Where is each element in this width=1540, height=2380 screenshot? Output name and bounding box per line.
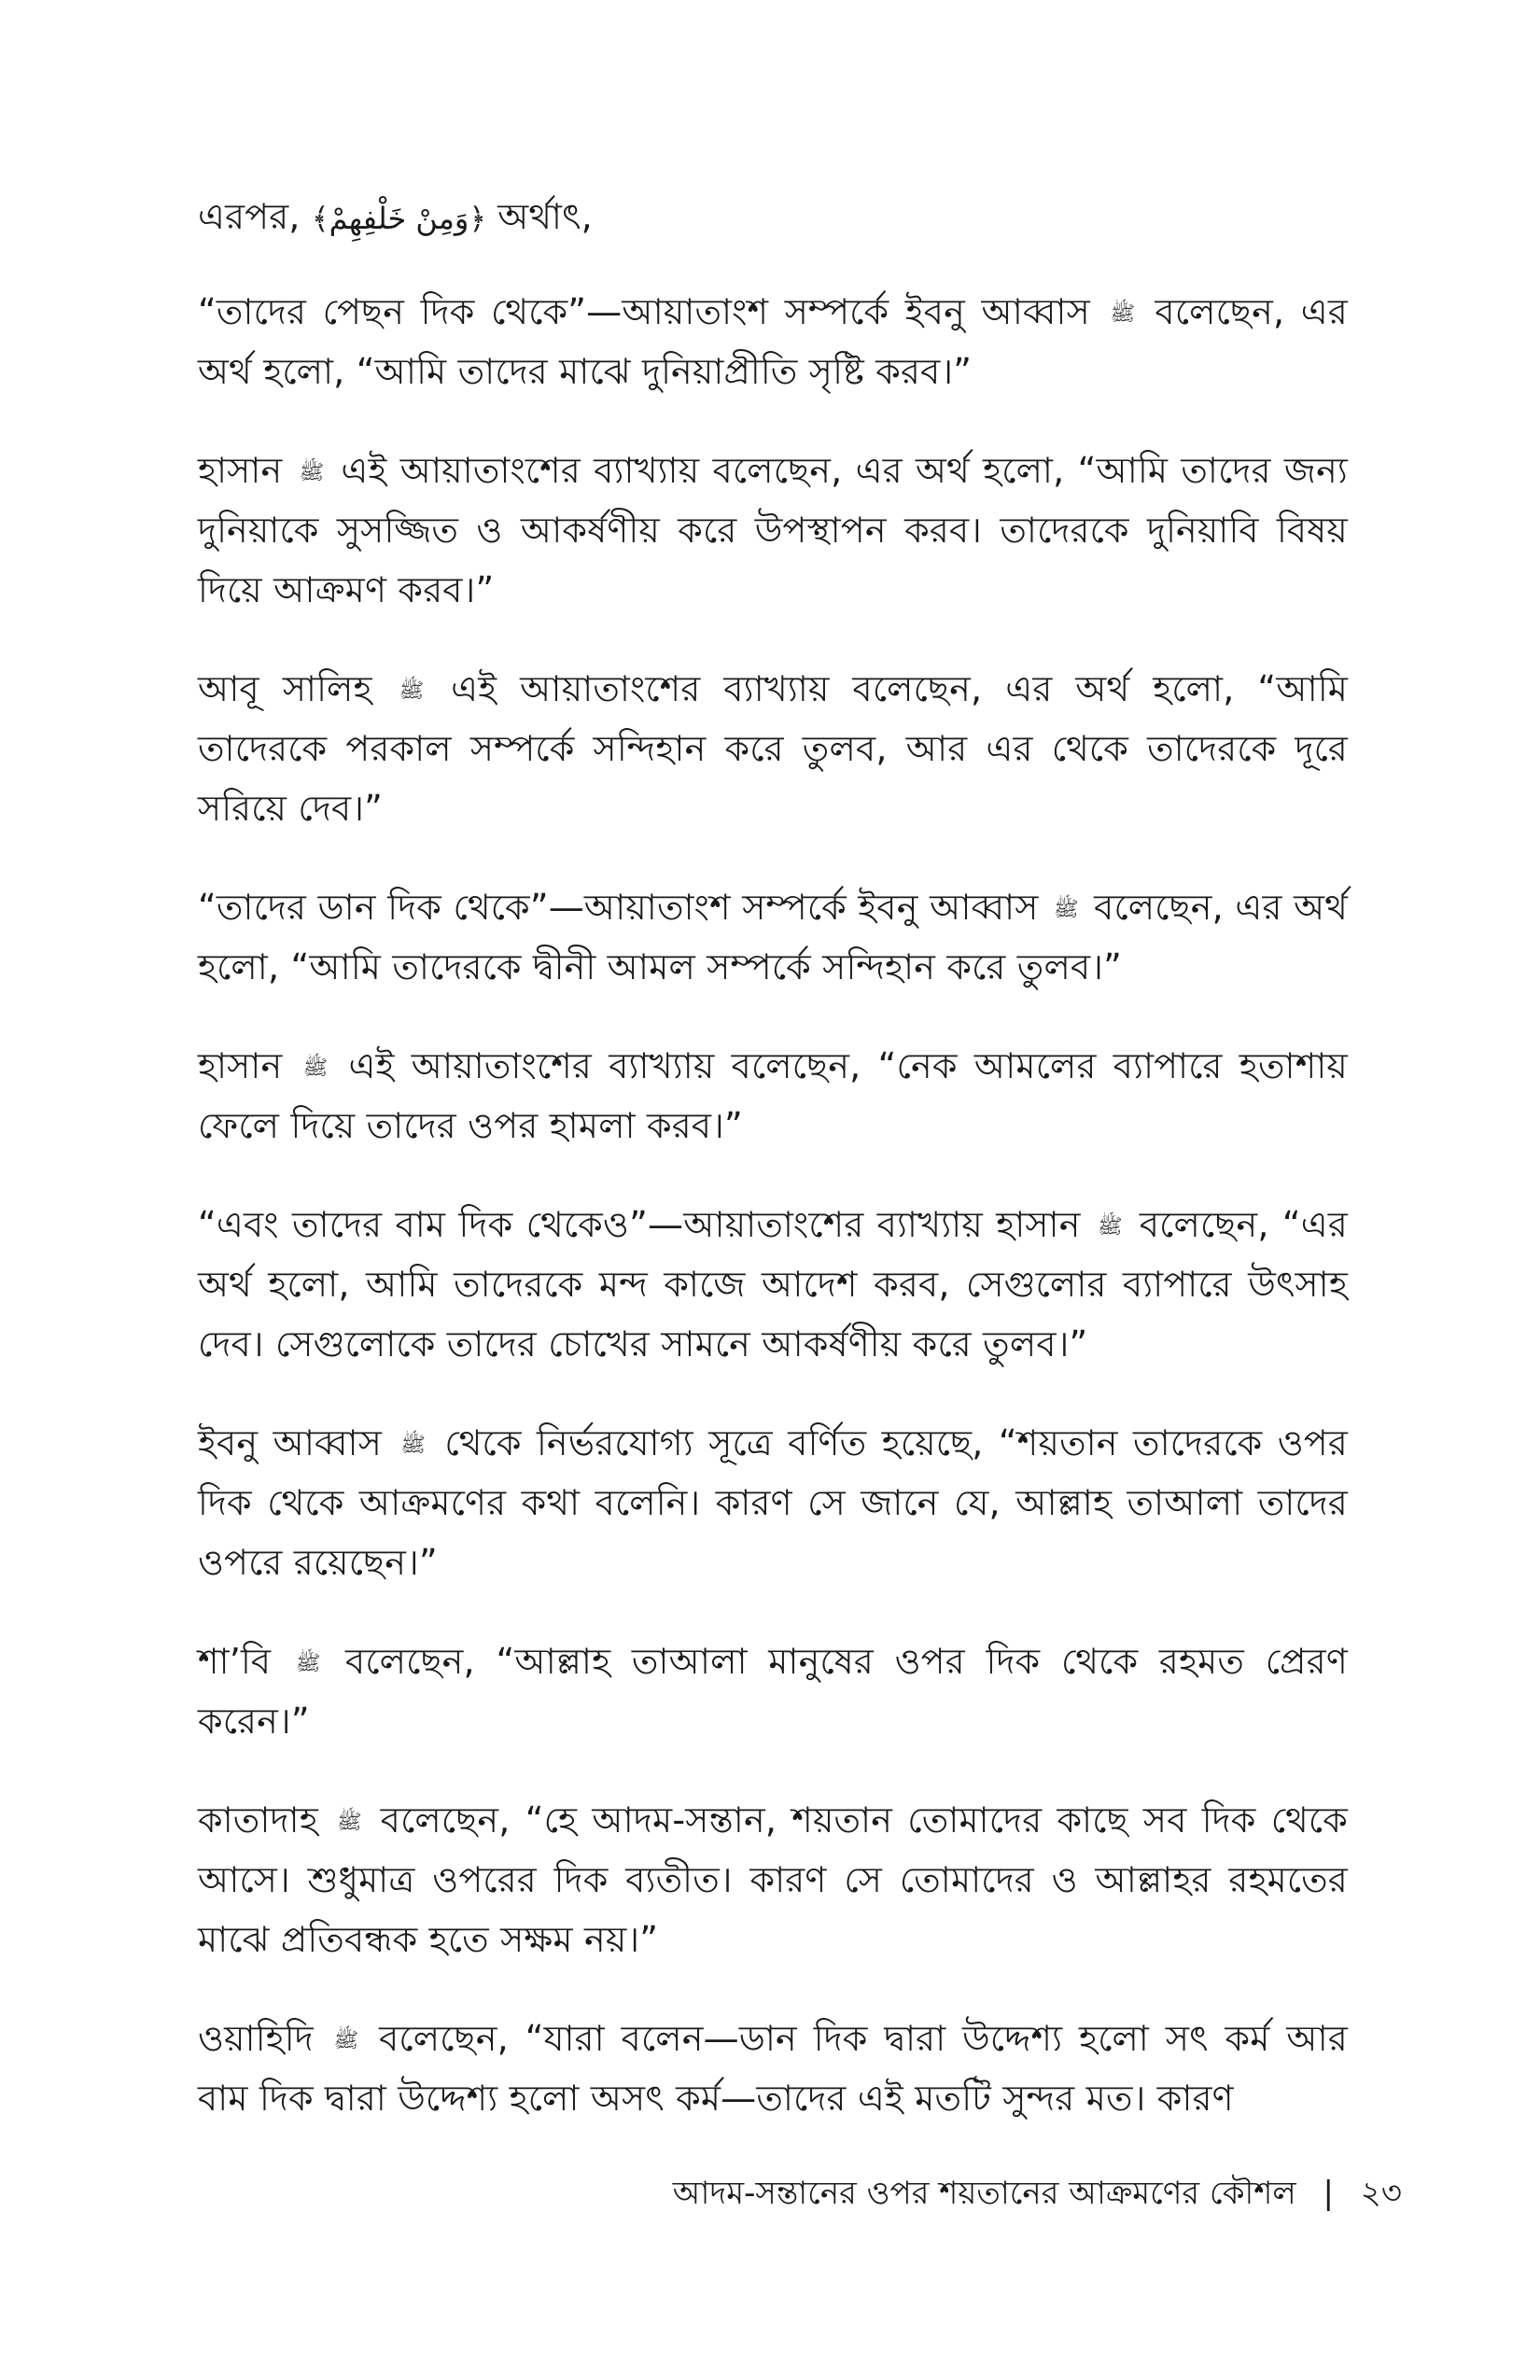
- honorific-glyph-icon: ﷺ: [302, 1056, 329, 1080]
- footer-separator: |: [1323, 2175, 1334, 2212]
- paragraph-10-text-a: ওয়াহিদি: [198, 2018, 314, 2059]
- paragraph-5-text-b: এই আয়াতাংশের ব্যাখ্যায় বলেছেন, “নেক আমলের ব্যাপারে হতাশায় ফেলে দিয়ে তাদের ওপর হামলা করব।”: [198, 1045, 1348, 1146]
- paragraph-10-text-b: বলেছেন, “যারা বলেন—ডান দিক দ্বারা উদ্দেশ্য হলো সৎ কর্ম আর বাম দিক দ্বারা উদ্দেশ্য হলো অসৎ কর্ম—তাদের এই মতটি সুন্দর মত। কারণ: [198, 2018, 1348, 2119]
- paragraph-3-text-b: এই আয়াতাংশের ব্যাখ্যায় বলেছেন, এর অর্থ হলো, “আমি তাদেরকে পরকাল সম্পর্কে সন্দিহান করে তুলব, আর এর থেকে তাদেরকে দূরে সরিয়ে দেব।”: [198, 668, 1349, 829]
- honorific-glyph-icon: ﷺ: [333, 2028, 359, 2052]
- page-number: ২৩: [1360, 2175, 1402, 2212]
- paragraph-7: [198, 1413, 1348, 1592]
- page-body: [198, 187, 1348, 2167]
- paragraph-7-text-a: ইবনু আব্বাস: [198, 1422, 382, 1463]
- honorific-glyph-icon: ﷺ: [337, 1810, 362, 1834]
- paragraph-1-text-b: বলেছেন, এর অর্থ হলো, “আমি তাদের মাঝে দুনিয়াপ্রীতি সৃষ্টি করব।”: [198, 291, 1349, 392]
- honorific-glyph-icon: ﷺ: [399, 679, 425, 703]
- paragraph-intro: [198, 187, 1348, 248]
- paragraph-3: [198, 659, 1348, 838]
- paragraph-6: [198, 1195, 1348, 1374]
- honorific-glyph-icon: ﷺ: [1110, 301, 1136, 326]
- intro-prefix: এরপর,: [198, 196, 301, 237]
- honorific-glyph-icon: ﷺ: [295, 1651, 321, 1675]
- paragraph-8: [198, 1631, 1348, 1751]
- paragraph-8-text-a: শা’বি: [198, 1641, 272, 1682]
- paragraph-8-text-b: বলেছেন, “আল্লাহ তাআলা মানুষের ওপর দিক থেকে রহমত প্রেরণ করেন।”: [198, 1641, 1349, 1742]
- paragraph-4-text-a: “তাদের ডান দিক থেকে”—আয়াতাংশ সম্পর্কে ইবনু আব্বাস: [198, 887, 1039, 928]
- paragraph-2: [198, 441, 1348, 620]
- paragraph-5-text-a: হাসান: [198, 1045, 283, 1086]
- paragraph-1: [198, 282, 1348, 401]
- paragraph-4: [198, 877, 1348, 997]
- paragraph-3-text-a: আবূ সালিহ: [198, 668, 372, 709]
- paragraph-9-text-a: কাতাদাহ: [198, 1799, 318, 1841]
- paragraph-2-text-a: হাসান: [198, 450, 283, 491]
- paragraph-1-text-a: “তাদের পেছন দিক থেকে”—আয়াতাংশ সম্পর্কে ইবনু আব্বাস: [198, 291, 1090, 332]
- intro-suffix: অর্থাৎ,: [497, 196, 593, 237]
- paragraph-5: [198, 1036, 1348, 1155]
- paragraph-6-text-b: বলেছেন, “এর অর্থ হলো, আমি তাদেরকে মন্দ কাজে আদেশ করব, সেগুলোর ব্যাপারে উৎসাহ দেব। সেগুলোকে তাদের চোখের সামনে আকর্ষণীয় করে তুলব।”: [198, 1204, 1349, 1365]
- page-footer: [673, 2175, 1402, 2212]
- paragraph-9: [198, 1790, 1348, 1969]
- running-title: আদম-সন্তানের ওপর শয়তানের আক্রমণের কৌশল: [672, 2175, 1296, 2212]
- paragraph-6-text-a: “এবং তাদের বাম দিক থেকেও”—আয়াতাংশের ব্যাখ্যায় হাসান: [198, 1204, 1081, 1245]
- paragraph-7-text-b: থেকে নির্ভরযোগ্য সূত্রে বর্ণিত হয়েছে, “শয়তান তাদেরকে ওপর দিক থেকে আক্রমণের কথা বলেনি। কারণ সে জানে যে, আল্লাহ তাআলা তাদের ওপরে রয়েছেন।”: [198, 1422, 1349, 1583]
- paragraph-9-text-b: বলেছেন, “হে আদম-সন্তান, শয়তান তোমাদের কাছে সব দিক থেকে আসে। শুধুমাত্র ওপরের দিক ব্যতীত। কারণ সে তোমাদের ও আল্লাহর রহমতের মাঝে প্রতিবন্ধক হতে সক্ষম নয়।”: [198, 1799, 1348, 1960]
- honorific-glyph-icon: ﷺ: [299, 460, 325, 484]
- paragraph-2-text-b: এই আয়াতাংশের ব্যাখ্যায় বলেছেন, এর অর্থ হলো, “আমি তাদের জন্য দুনিয়াকে সুসজ্জিত ও আকর্ষণীয় করে উপস্থাপন করব। তাদেরকে দুনিয়াবি বিষয় দিয়ে আক্রমণ করব।”: [198, 450, 1348, 610]
- paragraph-10: [198, 2009, 1348, 2128]
- paragraph-4-text-b: বলেছেন, এর অর্থ হলো, “আমি তাদেরকে দ্বীনী আমল সম্পর্কে সন্দিহান করে তুলব।”: [198, 887, 1349, 987]
- honorific-glyph-icon: ﷺ: [1054, 897, 1079, 921]
- honorific-glyph-icon: ﷺ: [400, 1433, 426, 1457]
- arabic-verse-fragment: ﴿وَمِنْ خَلْفِهِمْ﴾: [311, 201, 487, 236]
- honorific-glyph-icon: ﷺ: [1097, 1214, 1123, 1239]
